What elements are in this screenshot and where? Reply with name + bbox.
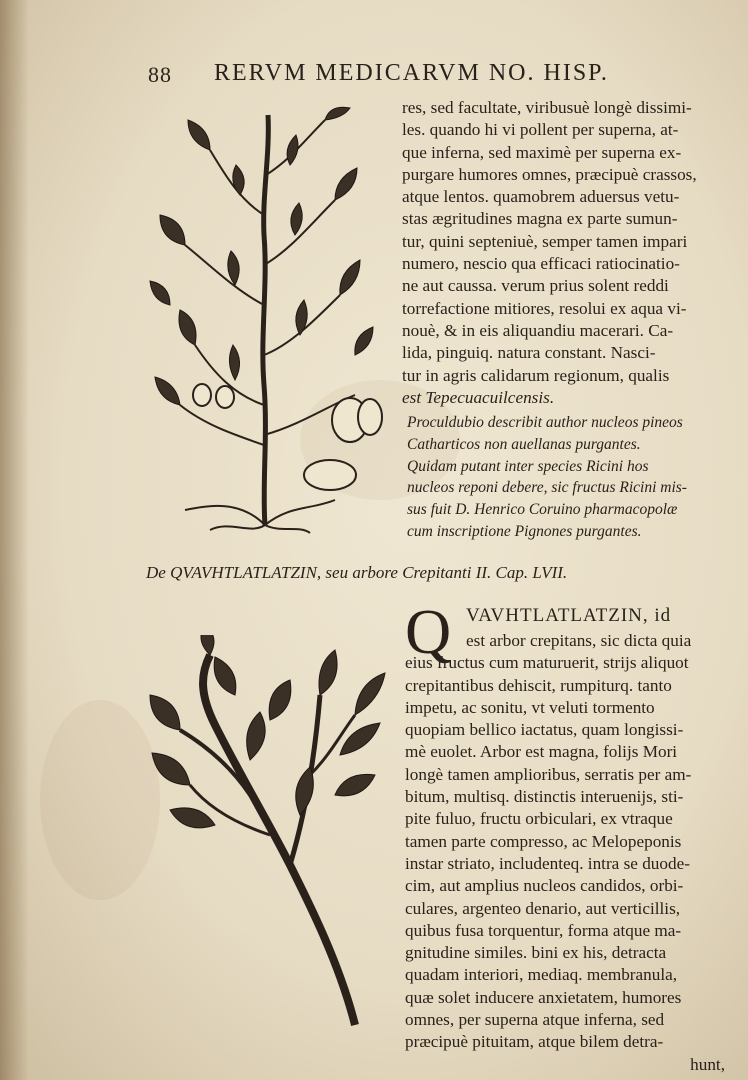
annotation-line: Proculdubio describit author nucleos pineos [407,414,683,431]
text-line: ne aut caussa. verum prius solent reddi [402,276,669,296]
text-line: stas ægritudines magna ex parte sumun- [402,209,678,229]
page-number: 88 [148,62,172,87]
text-line: eius fructus cum maturuerit, strijs aliquot [405,653,689,673]
chapter-heading: De QVAVHTLATLATZIN, seu arbore Crepitanti II. Cap. LVII. [146,563,568,582]
text-line: instar striato, includenteq. intra se duode- [405,853,690,873]
text-line: est Tepecuacuilcensis. [402,387,555,407]
text-line: purgare humores omnes, præcipuè crassos, [402,164,697,184]
text-line: gnitudine similes. bini ex his, detracta [405,943,667,963]
body-text-column [405,630,725,1076]
text-line: quibus fusa torquentur, forma atque ma- [405,920,682,940]
text-line: torrefactione mitiores, resolui ex aqua vi- [402,298,687,318]
text-line: atque lentos. quamobrem aduersus vetu- [402,187,680,207]
text-line: quæ solet inducere anxietatem, humores [405,987,682,1007]
text-line: res, sed facultate, viribusuè longè dissimi- [402,98,692,117]
text-line: est arbor crepitans, sic dicta quia [466,631,692,650]
text-line: lida, pinguiq. natura constant. Nasci- [402,343,656,363]
text-line: pite fuluo, fructu orbiculari, ex vtraque [405,809,673,829]
top-text-column [402,97,722,409]
text-line: tamen parte compresso, ac Melopeponis [405,831,682,851]
text-line: omnes, per superna atque inferna, sed [405,1010,665,1030]
text-line: longè tamen amplioribus, serratis per am- [405,764,692,784]
annotation-line: sus fuit D. Henrico Coruino pharmacopolæ [407,501,678,519]
text-line: nouè, & in eis aliquandiu macerari. Ca- [402,320,674,340]
text-line: numero, nescio qua efficaci ratiocinatio- [402,254,680,274]
drop-cap: Q [405,596,452,667]
running-title: RERVM MEDICARVM NO. HISP. [214,60,609,86]
text-line: les. quando hi vi pollent per superna, at- [402,120,679,140]
annotation-line: Catharticos non auellanas purgantes. [407,435,641,453]
chapter-first-line: VAVHTLATLATZIN, id [466,605,672,626]
text-line: præcipuè pituitam, atque bilem detra- [405,1032,664,1052]
text-line: quadam interiori, mediaq. membranula, [405,965,678,985]
text-line: que inferna, sed maximè per superna ex- [402,142,682,162]
text-line: mè euolet. Arbor est magna, folijs Mori [405,742,678,762]
annotation-line: nucleos reponi debere, sic fructus Ricini mis- [407,479,687,497]
woodcut-crepitant-tree-branch [140,635,390,1035]
annotation-line: cum inscriptione Pignones purgantes. [407,522,642,540]
annotation-line: Quidam putant inter species Ricini hos [407,457,649,475]
text-line: culares, argenteo denario, aut verticillis, [405,898,681,918]
text-line: crepitantibus dehiscit, rumpiturq. tanto [405,675,672,695]
text-line: hunt, [690,1054,725,1074]
page-binding-edge [0,0,28,1080]
text-line: bitum, multisq. distinctis interuenijs, sti- [405,787,684,807]
text-line: impetu, ac sonitu, vt veluti tormento [405,697,655,717]
text-line: quopiam bellico iactatus, quam longissi- [405,720,684,740]
running-header [148,56,668,96]
text-line: tur in agris calidarum regionum, qualis [402,365,670,385]
text-line: tur, quini septeniuè, semper tamen impari [402,231,688,251]
annotation-block [407,412,717,543]
woodcut-pignon-plant [140,105,390,535]
text-line: cim, aut amplius nucleos candidos, orbi- [405,876,684,896]
